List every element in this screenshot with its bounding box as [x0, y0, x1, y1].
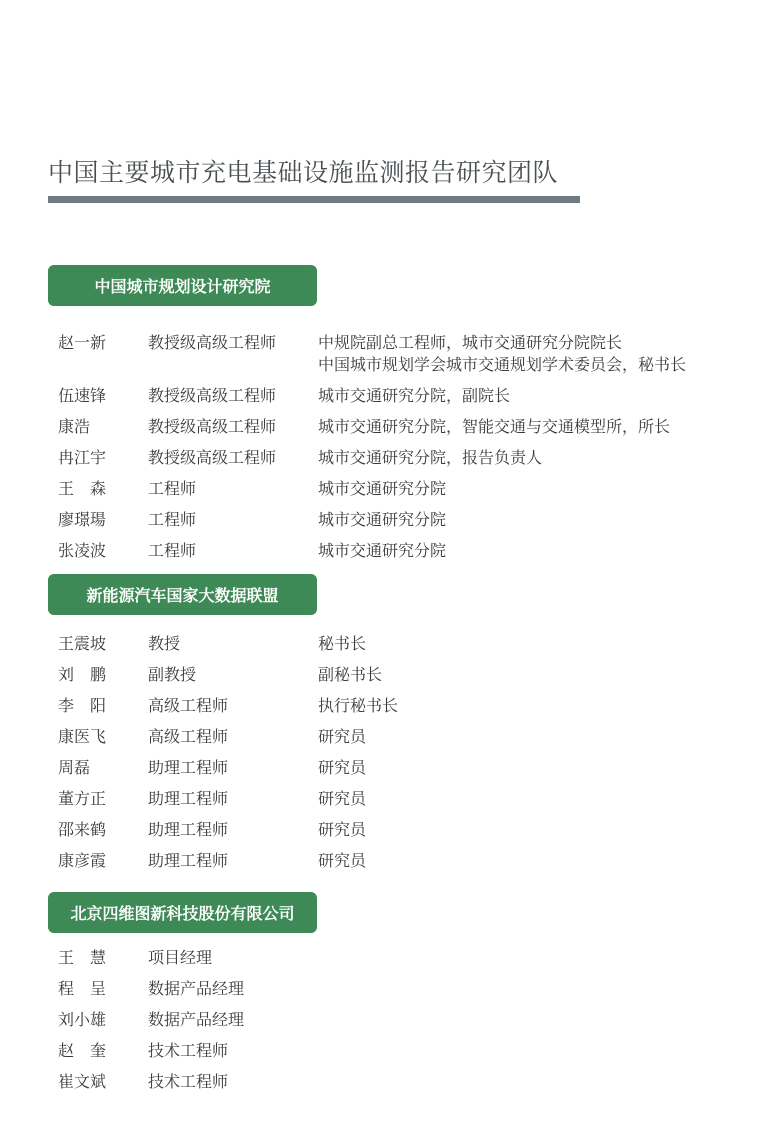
member-name: 周磊 [58, 758, 91, 777]
member-title: 助理工程师 [148, 851, 229, 870]
member-title: 教授级高级工程师 [148, 333, 277, 352]
member-name: 康浩 [58, 417, 91, 436]
member-role-line: 中国城市规划学会城市交通规划学术委员会，秘书长 [318, 355, 687, 374]
section-header-label: 北京四维图新科技股份有限公司 [70, 904, 295, 923]
member-name: 冉江宇 [58, 448, 107, 467]
member-name: 廖璟瑒 [58, 510, 107, 529]
member-name: 李 阳 [58, 696, 107, 715]
member-name: 康彦霞 [58, 851, 107, 870]
member-role-line: 研究员 [318, 727, 367, 746]
member-role [318, 665, 382, 687]
member-role [318, 386, 510, 408]
member-title: 教授级高级工程师 [148, 417, 277, 436]
member-name: 崔文斌 [58, 1072, 107, 1091]
member-name: 张凌波 [58, 541, 107, 560]
member-role-line: 中规院副总工程师，城市交通研究分院院长 [318, 333, 623, 352]
member-name: 刘 鹏 [58, 665, 107, 684]
member-role-line: 执行秘书长 [318, 696, 399, 715]
member-role [318, 333, 686, 377]
member-name: 王 森 [58, 479, 107, 498]
member-name: 程 呈 [58, 979, 107, 998]
member-role [318, 820, 366, 842]
member-role [318, 479, 446, 501]
member-title: 副教授 [148, 665, 197, 684]
member-name: 伍速锋 [58, 386, 107, 405]
member-title: 数据产品经理 [148, 979, 245, 998]
section-header-caupd [48, 265, 317, 306]
member-role [318, 417, 670, 439]
member-role-line: 城市交通研究分院 [318, 541, 447, 560]
member-role [318, 696, 398, 718]
member-role-line: 城市交通研究分院，智能交通与交通模型所，所长 [318, 417, 671, 436]
member-role [318, 634, 366, 656]
member-role-line: 城市交通研究分院 [318, 510, 447, 529]
section-header-nev-alliance [48, 574, 317, 615]
member-role-line: 城市交通研究分院，报告负责人 [318, 448, 543, 467]
member-title: 技术工程师 [148, 1041, 229, 1060]
member-title: 工程师 [148, 541, 197, 560]
member-role-line: 城市交通研究分院 [318, 479, 447, 498]
member-title: 项目经理 [148, 948, 213, 967]
member-name: 康医飞 [58, 727, 107, 746]
section-header-label: 新能源汽车国家大数据联盟 [86, 586, 279, 605]
member-role-line: 研究员 [318, 789, 367, 808]
member-role-line: 城市交通研究分院，副院长 [318, 386, 511, 405]
member-title: 助理工程师 [148, 758, 229, 777]
member-role [318, 541, 446, 563]
member-title: 工程师 [148, 479, 197, 498]
member-name: 王震坡 [58, 634, 107, 653]
member-title: 高级工程师 [148, 727, 229, 746]
member-role [318, 758, 366, 780]
member-title: 数据产品经理 [148, 1010, 245, 1029]
member-role-line: 研究员 [318, 758, 367, 777]
member-role-line: 研究员 [318, 851, 367, 870]
member-name: 刘小雄 [58, 1010, 107, 1029]
member-name: 邵来鹤 [58, 820, 107, 839]
section-header-navinfo [48, 892, 317, 933]
member-role [318, 510, 446, 532]
member-title: 助理工程师 [148, 820, 229, 839]
member-name: 王 慧 [58, 948, 107, 967]
member-title: 技术工程师 [148, 1072, 229, 1091]
member-role [318, 448, 542, 470]
member-name: 赵一新 [58, 333, 107, 352]
member-title: 工程师 [148, 510, 197, 529]
member-role-line: 副秘书长 [318, 665, 383, 684]
section-header-label: 中国城市规划设计研究院 [94, 277, 271, 296]
member-name: 赵 奎 [58, 1041, 107, 1060]
member-title: 教授级高级工程师 [148, 386, 277, 405]
member-role-line: 秘书长 [318, 634, 367, 653]
member-role [318, 851, 366, 873]
page-title: 中国主要城市充电基础设施监测报告研究团队 [48, 158, 559, 187]
member-name: 董方正 [58, 789, 107, 808]
member-role [318, 789, 366, 811]
member-role [318, 727, 366, 749]
member-title: 助理工程师 [148, 789, 229, 808]
member-title: 教授级高级工程师 [148, 448, 277, 467]
member-role-line: 研究员 [318, 820, 367, 839]
member-title: 教授 [148, 634, 181, 653]
title-rule [48, 196, 580, 203]
member-title: 高级工程师 [148, 696, 229, 715]
